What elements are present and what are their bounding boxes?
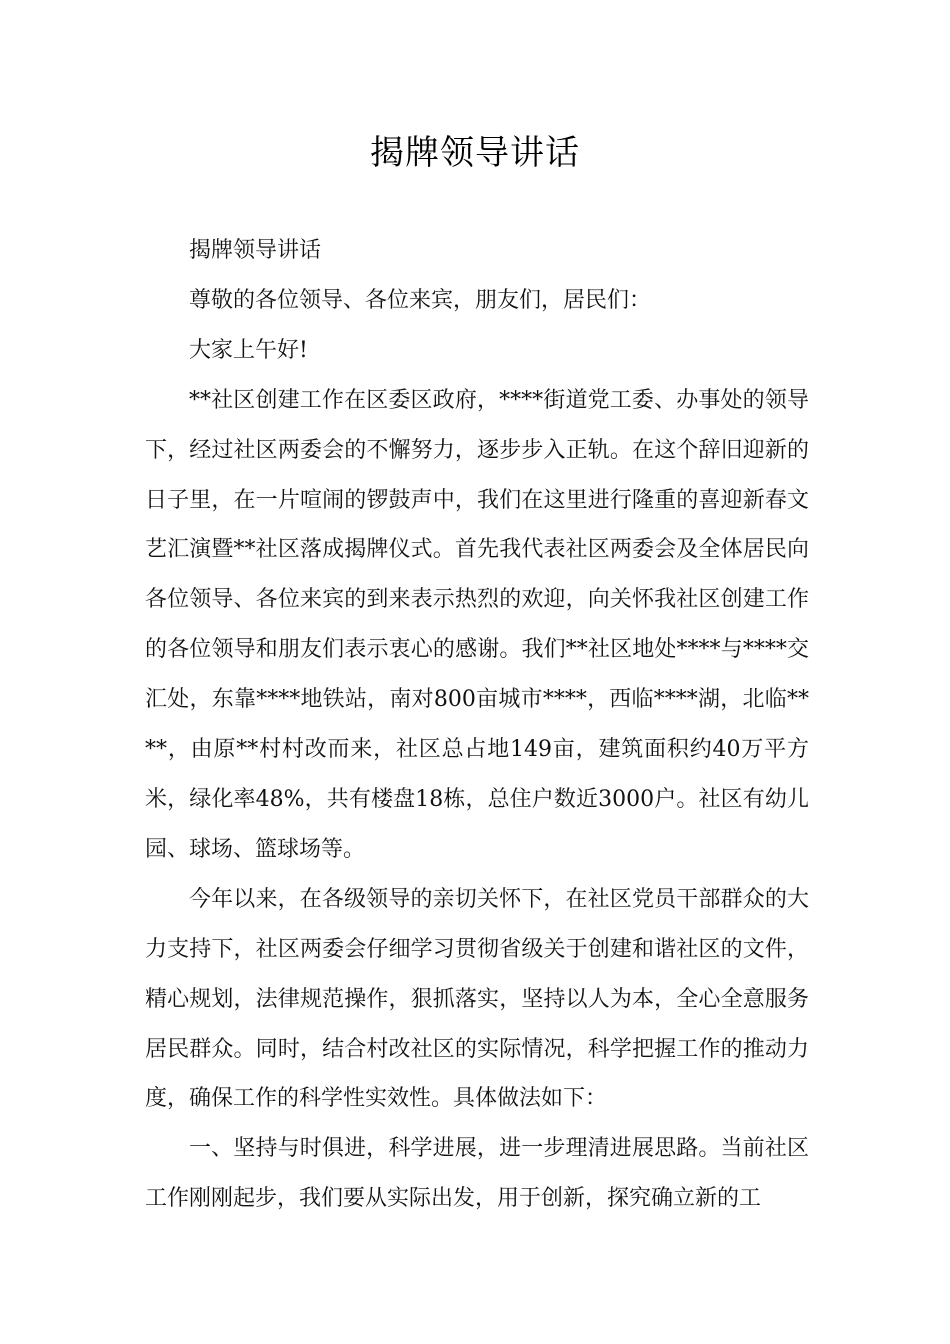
paragraph-salutation: 尊敬的各位领导、各位来宾，朋友们，居民们： <box>189 287 652 313</box>
document-title: 揭牌领导讲话 <box>370 133 580 173</box>
paragraph-work-overview: 今年以来，在各级领导的亲切关怀下，在社区党员干部群众的大力支持下，社区两委会仔细学习贯彻省级关于创建和谐社区的文件，精心规划，法律规范操作，狠抓落实，坚持以人为本，全心全意服务居民群众。同时，结合村改社区的实际情况，科学把握工作的推动力度，确保工作的科学性实效性。具体做法如下： <box>145 886 809 1112</box>
paragraph-introduction: **社区创建工作在区委区政府，****街道党工委、办事处的领导下，经过社区两委会的不懈努力，逐步步入正轨。在这个辞旧迎新的日子里，在一片喧闹的锣鼓声中，我们在这里进行隆重的喜迎新春文艺汇演暨**社区落成揭牌仪式。首先我代表社区两委会及全体居民向各位领导、各位来宾的到来表示热烈的欢迎，向关怀我社区创建工作的各位领导和朋友们表示衷心的感谢。我们**社区地处****与****交汇处，东靠****地铁站，南对800亩城市****，西临****湖，北临****，由原**村村改而来，社区总占地149亩，建筑面积约40万平方米，绿化率48%，共有楼盘18栋，总住户数近3000户。社区有幼儿园、球场、篮球场等。 <box>145 387 809 862</box>
paragraph-point-one: 一、坚持与时俱进，科学进展，进一步理清进展思路。当前社区工作刚刚起步，我们要从实际出发，用于创新，探究确立新的工 <box>145 1136 809 1212</box>
paragraph-heading: 揭牌领导讲话 <box>189 238 322 263</box>
paragraph-greeting: 大家上午好! <box>189 337 308 363</box>
document-body <box>145 226 809 1224</box>
